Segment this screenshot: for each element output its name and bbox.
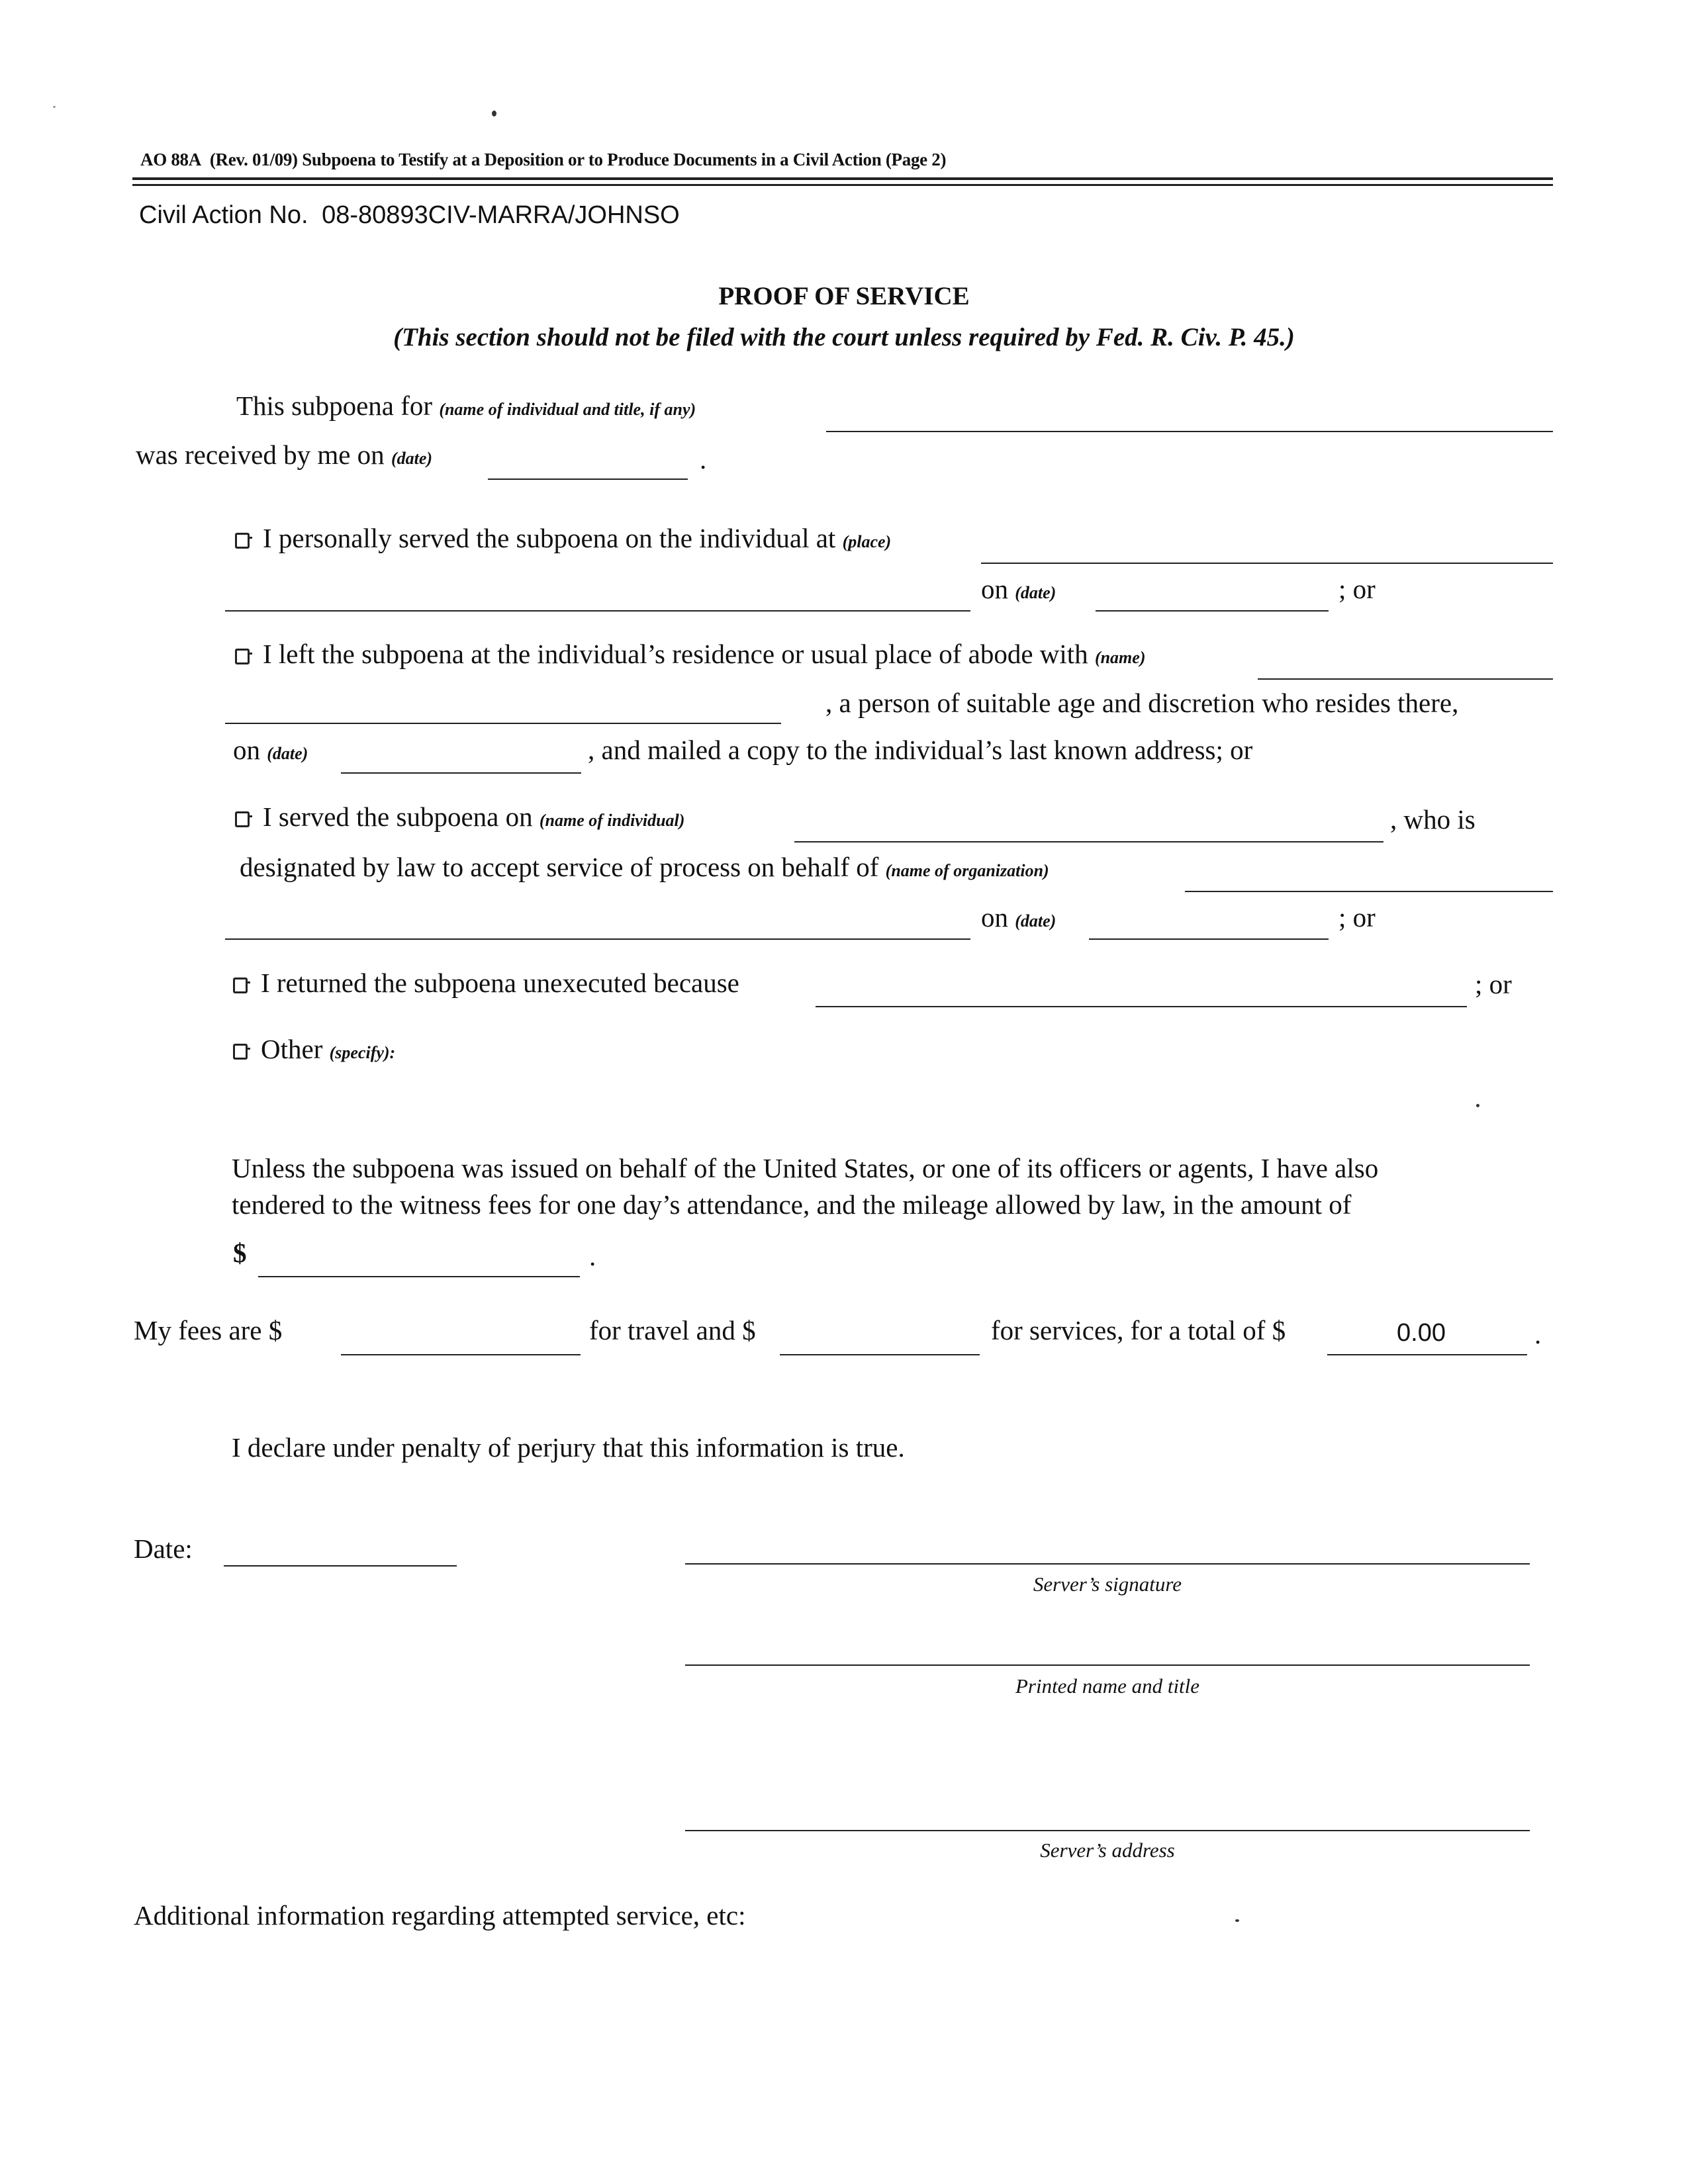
returned-suffix: ; or xyxy=(1475,969,1512,999)
header-rule-bottom xyxy=(132,184,1553,186)
civil-action-number: 08-80893CIV-MARRA/JOHNSO xyxy=(322,201,680,229)
personal-suffix: ; or xyxy=(1338,574,1376,604)
printed-name-caption: Printed name and title xyxy=(1015,1674,1200,1698)
intro-date-hint: (date) xyxy=(391,449,433,468)
scan-speck xyxy=(1476,1104,1479,1107)
personal-checkbox[interactable] xyxy=(235,533,250,549)
section-title: PROOF OF SERVICE xyxy=(718,282,970,310)
designated-org-field-2[interactable] xyxy=(225,938,970,940)
intro-period: . xyxy=(700,444,707,475)
server-signature-field[interactable] xyxy=(685,1563,1530,1565)
witness-fees-currency: $ xyxy=(233,1238,247,1268)
date-label: Date: xyxy=(134,1533,193,1564)
option-other: Other (specify): xyxy=(233,1036,395,1063)
server-signature-caption: Server’s signature xyxy=(1033,1572,1182,1596)
fees-travel-field[interactable] xyxy=(341,1354,581,1355)
residence-date-field[interactable] xyxy=(341,772,581,774)
residence-line-3: , and mailed a copy to the individual’s last known address; or xyxy=(588,735,1253,765)
fees-total-field[interactable] xyxy=(1327,1354,1527,1355)
option-residence: I left the subpoena at the individual’s residence or usual place of abode with (name) xyxy=(235,641,1145,668)
other-specify-hint: (specify): xyxy=(329,1043,396,1062)
personal-on-date: on (date) xyxy=(981,574,1056,604)
designated-name-field[interactable] xyxy=(794,841,1383,842)
designated-suffix: , who is xyxy=(1390,804,1476,835)
scan-speck xyxy=(53,106,56,108)
designated-line-2: designated by law to accept service of process on behalf of (name of organization) xyxy=(240,852,1049,882)
server-address-caption: Server’s address xyxy=(1040,1839,1175,1862)
residence-name-field-2[interactable] xyxy=(225,723,781,724)
fees-travel-label: for travel and $ xyxy=(589,1315,756,1345)
other-checkbox[interactable] xyxy=(233,1044,248,1060)
header-rule-top xyxy=(132,177,1553,180)
designated-suffix-2: ; or xyxy=(1338,902,1376,933)
declaration: I declare under penalty of perjury that this information is true. xyxy=(232,1432,905,1463)
residence-line-2: , a person of suitable age and discretion who resides there, xyxy=(825,688,1459,718)
intro-name-field[interactable] xyxy=(826,431,1553,432)
section-subtitle: (This section should not be filed with the court unless required by Fed. R. Civ. P. 45.) xyxy=(393,323,1295,351)
fees-total-value[interactable]: 0.00 xyxy=(1397,1319,1446,1347)
form-title: Subpoena to Testify at a Deposition or to Produce Documents in a Civil Action (Page 2) xyxy=(302,150,947,169)
witness-fees-amount-field[interactable] xyxy=(258,1276,580,1277)
residence-name-field-1[interactable] xyxy=(1258,678,1553,680)
option-personal: I personally served the subpoena on the individual at (place) xyxy=(235,525,891,552)
form-revision: (Rev. 01/09) xyxy=(209,150,298,169)
fees-services-label: for services, for a total of $ xyxy=(991,1315,1286,1345)
personal-place-field-1[interactable] xyxy=(981,563,1553,564)
scan-speck xyxy=(492,111,496,116)
fees-services-field[interactable] xyxy=(780,1354,980,1355)
residence-checkbox[interactable] xyxy=(235,649,250,664)
option-designated: I served the subpoena on (name of individual) xyxy=(235,803,684,831)
form-header xyxy=(140,150,946,170)
designated-date-field[interactable] xyxy=(1089,938,1329,940)
witness-fees-period: . xyxy=(589,1241,596,1271)
personal-place-field-2[interactable] xyxy=(225,610,970,612)
witness-fees-line-1: Unless the subpoena was issued on behalf of the United States, or one of its officers or agents, I have also xyxy=(232,1153,1379,1183)
scan-speck xyxy=(1235,1919,1239,1922)
returned-checkbox[interactable] xyxy=(233,978,248,993)
designated-on-date: on (date) xyxy=(981,902,1056,933)
server-address-field[interactable] xyxy=(685,1830,1530,1831)
personal-place-hint: (place) xyxy=(842,532,892,551)
fees-period: . xyxy=(1534,1319,1542,1349)
personal-date-field[interactable] xyxy=(1096,610,1329,612)
option-returned: I returned the subpoena unexecuted because xyxy=(233,970,739,997)
additional-info: Additional information regarding attempted service, etc: xyxy=(134,1900,746,1931)
residence-name-hint: (name) xyxy=(1094,648,1146,667)
designated-name-hint: (name of individual) xyxy=(539,811,685,830)
designated-org-hint: (name of organization) xyxy=(885,861,1049,880)
printed-name-field[interactable] xyxy=(685,1664,1530,1666)
intro-name-hint: (name of individual and title, if any) xyxy=(439,400,696,419)
civil-action-label: Civil Action No. xyxy=(139,201,308,229)
returned-reason-field[interactable] xyxy=(816,1006,1467,1007)
intro-date-field[interactable] xyxy=(488,478,688,480)
fees-label: My fees are $ xyxy=(134,1315,283,1345)
designated-org-field-1[interactable] xyxy=(1185,891,1553,892)
date-field[interactable] xyxy=(224,1565,457,1567)
residence-on-date: on (date) xyxy=(233,735,308,765)
witness-fees-line-2: tendered to the witness fees for one day’s attendance, and the mileage allowed by law, in the amount of xyxy=(232,1189,1352,1220)
intro-line-1: This subpoena for (name of individual and title, if any) xyxy=(236,390,696,421)
form-id: AO 88A xyxy=(140,150,201,169)
designated-checkbox[interactable] xyxy=(235,811,250,827)
intro-line-2: was received by me on (date) xyxy=(136,439,433,470)
civil-action xyxy=(139,201,680,230)
